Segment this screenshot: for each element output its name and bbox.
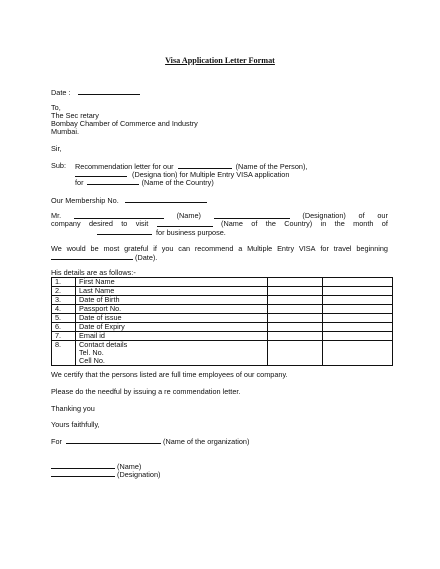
subject-line-3: [75, 177, 214, 187]
row-label: Last Name: [76, 287, 268, 296]
row-value-cell: [268, 278, 323, 287]
word: (Designation): [302, 211, 346, 220]
details-intro: His details are as follows:-: [51, 268, 136, 277]
row-value-cell: [323, 278, 393, 287]
word: grateful: [124, 244, 149, 253]
row-value-cell: [323, 323, 393, 332]
designation-blank: [75, 169, 127, 177]
word: recommend: [194, 244, 234, 253]
subject-text-3a: for: [75, 178, 84, 187]
row-value-cell: [268, 314, 323, 323]
page-title: Visa Application Letter Format: [165, 56, 275, 65]
salutation: Sir,: [51, 144, 62, 153]
row-number: 6.: [52, 323, 76, 332]
visit-country-blank: [157, 219, 213, 227]
row-value-cell: [268, 287, 323, 296]
word: (Name: [221, 219, 243, 228]
word: company: [51, 219, 81, 228]
word: desired: [88, 219, 113, 228]
to-line-1: To,: [51, 103, 61, 112]
person-name-blank: [178, 161, 232, 169]
row-value-cell: [323, 332, 393, 341]
cell-label: Cell No.: [79, 356, 105, 365]
signature-designation-blank: [51, 469, 115, 477]
to-line-4: Mumbai.: [51, 127, 79, 136]
business-purpose-text: for business purpose.: [156, 228, 226, 237]
row-number: 8.: [52, 341, 76, 366]
details-table: [51, 277, 393, 366]
word: can: [178, 244, 191, 253]
row-value-cell: [268, 341, 323, 366]
row-value-cell: [323, 287, 393, 296]
row-value-cell: [268, 296, 323, 305]
date-label: Date :: [51, 88, 71, 97]
word: Mr.: [51, 211, 62, 220]
date-blank: [78, 87, 140, 95]
row-value-cell: [268, 323, 323, 332]
row-label: Email id: [76, 332, 268, 341]
word: if: [153, 244, 157, 253]
thanking-text: Thanking you: [51, 404, 95, 413]
needful-text: Please do the needful by issuing a re commendation letter.: [51, 387, 241, 396]
word: visit: [135, 219, 149, 228]
row-value-cell: [323, 341, 393, 366]
word: travel: [333, 244, 352, 253]
word: you: [161, 244, 174, 253]
tel-label: Tel. No.: [79, 348, 104, 357]
signature-name-label: (Name): [117, 462, 142, 471]
word: be: [90, 244, 99, 253]
travel-date-blank: [51, 252, 133, 260]
membership-line: [51, 195, 207, 205]
word: of: [251, 219, 258, 228]
row-number: 5.: [52, 314, 76, 323]
subject-prefix: Sub:: [51, 161, 67, 170]
organization-blank: [66, 436, 161, 444]
for-label: For: [51, 437, 62, 446]
month-blank: [97, 227, 152, 235]
date-line: [51, 87, 140, 97]
contact-details-label: Contact details: [79, 340, 128, 349]
date-text: (Date).: [135, 253, 158, 262]
row-number: 7.: [52, 332, 76, 341]
word: of: [381, 219, 388, 228]
yours-faithfully: Yours faithfully,: [51, 420, 100, 429]
certify-text: We certify that the persons listed are full time employees of our company.: [51, 370, 288, 379]
word: VISA: [298, 244, 316, 253]
word: Country): [284, 219, 313, 228]
word: month: [353, 219, 374, 228]
to-line-2: The Sec retary: [51, 111, 99, 120]
row-value-cell: [268, 332, 323, 341]
word: Multiple: [247, 244, 273, 253]
word: for: [320, 244, 329, 253]
designation-blank-2: [214, 211, 290, 219]
mr-para-row-3: [51, 227, 226, 237]
row-label: Date of issue: [76, 314, 268, 323]
for-organization-line: [51, 436, 249, 446]
subject-text-1a: Recommendation letter for our: [75, 162, 174, 171]
to-line-3: Bombay Chamber of Commerce and Industry: [51, 119, 198, 128]
row-value-cell: [268, 305, 323, 314]
word: the: [265, 219, 276, 228]
word: Entry: [277, 244, 295, 253]
row-value-cell: [323, 296, 393, 305]
word: of: [358, 211, 365, 220]
row-label: First Name: [76, 278, 268, 287]
row-value-cell: [323, 314, 393, 323]
row-value-cell: [323, 305, 393, 314]
row-label: Passport No.: [76, 305, 268, 314]
word: to: [121, 219, 128, 228]
word: a: [238, 244, 243, 253]
name-blank: [74, 211, 164, 219]
row-label: Date of Birth: [76, 296, 268, 305]
grateful-para-row-2: [51, 252, 157, 262]
row-label: Date of Expiry: [76, 323, 268, 332]
word: (Name): [176, 211, 201, 220]
word: most: [103, 244, 120, 253]
row-label-contact: [76, 341, 268, 366]
membership-blank: [125, 195, 207, 203]
country-blank: [87, 177, 139, 185]
row-number: 4.: [52, 305, 76, 314]
organization-label: (Name of the organization): [163, 437, 250, 446]
table-row: [52, 341, 393, 366]
membership-label: Our Membership No.: [51, 196, 119, 205]
word: our: [377, 211, 388, 220]
signature-designation-line: [51, 469, 160, 479]
subject-text-2: (Designa tion) for Multiple Entry VISA application: [132, 170, 290, 179]
subject-text-3b: (Name of the Country): [141, 178, 214, 187]
row-number: 2.: [52, 287, 76, 296]
row-number: 1.: [52, 278, 76, 287]
signature-designation-label: (Designation): [117, 470, 161, 479]
word: in: [320, 219, 327, 228]
word: beginning: [356, 244, 388, 253]
word: We: [51, 244, 62, 253]
subject-text-1b: (Name of the Person),: [235, 162, 308, 171]
word: the: [334, 219, 345, 228]
word: would: [66, 244, 86, 253]
signature-name-blank: [51, 461, 115, 469]
row-number: 3.: [52, 296, 76, 305]
